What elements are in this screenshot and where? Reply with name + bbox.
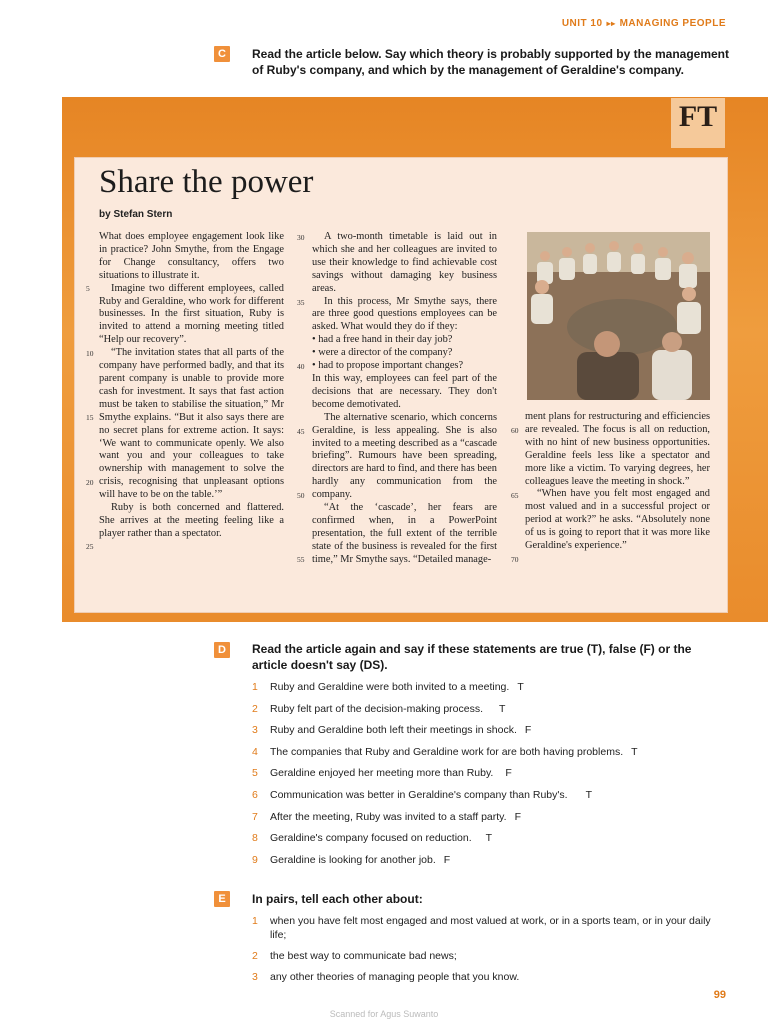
article-paragraph: • were a director of the company? (312, 347, 453, 359)
article-paragraph: Ruby is both concerned and flattered. She arrives at the meeting feeling like a player rather than a spectator. (99, 502, 284, 539)
article-column-2 (312, 231, 497, 567)
handwritten-answer: T (631, 745, 638, 758)
article-paragraph: In this process, Mr Smythe says, there are three good questions employees can be asked. What would they do if they: (312, 295, 497, 333)
handwritten-answer: F (443, 853, 451, 866)
line-number: 60 (511, 426, 519, 435)
statement-text: Ruby and Geraldine were both invited to a meeting. (270, 681, 510, 693)
scan-watermark: Scanned for Agus Suwanto (329, 1009, 439, 1019)
article-paragraph: In this way, employees can feel part of the decisions that are necessary. They don't become demotivated. (312, 372, 497, 410)
handwritten-answer: T (499, 702, 506, 715)
article-column-1 (99, 231, 284, 541)
line-number: 65 (511, 491, 519, 500)
article-column-3 (525, 411, 710, 553)
article-paragraph: ment plans for restructuring and efficiencies are revealed. The focus is all on reduction, with no hint of new business opportunities. Geraldine feels less like a spectator and more like a victim. To varying degrees, her colleagues leave the meeting in shock.” (525, 411, 710, 487)
discussion-text: any other theories of managing people that you know. (270, 971, 520, 983)
section-e-badge: E (214, 891, 230, 907)
handwritten-answer: T (585, 788, 592, 801)
double-arrow-icon: ▸▸ (606, 19, 616, 28)
page-number: 99 (713, 989, 726, 1001)
line-number: 55 (297, 555, 305, 564)
statement-text: After the meeting, Ruby was invited to a staff party. (270, 810, 507, 823)
article-paragraph: “At the ‘cascade’, her fears are confirmed when, in a PowerPoint presentation, the full extent of the terrible state of the business is revealed for the first time,” Mr Smythe says. “Detailed manage- (312, 502, 497, 565)
discussion-text: the best way to communicate bad news; (270, 950, 457, 962)
handwritten-answer: T (485, 832, 493, 845)
article-paragraph: “The invitation states that all parts of the company have performed badly, and that its parent company is unable to provide more cash for investment. It says that fast action must be taken to stabilise the situation,” Mr Smythe explains. “But it also says there are no secret plans for extreme action. It says: ‘We want to communicate openly. We also want you and your colleagues to take ownership with management to solve the crisis, recognising that unpleasant options will have to be on the table.’” (99, 347, 284, 501)
statement-text: Ruby felt part of the decision-making process. (270, 702, 484, 715)
ft-logo: FT (671, 98, 725, 148)
statement-text: Geraldine enjoyed her meeting more than Ruby. (270, 767, 494, 780)
line-number: 40 (297, 362, 305, 371)
article-card (74, 157, 728, 613)
section-e-instruction: In pairs, tell each other about: (252, 892, 423, 906)
handwritten-answer: T (517, 681, 524, 693)
line-number: 10 (86, 349, 94, 358)
meeting-photo-illustration (527, 232, 710, 400)
statement-text: Communication was better in Geraldine's company than Ruby's. (270, 788, 568, 801)
handwritten-answer: F (524, 724, 532, 737)
line-number: 5 (86, 284, 90, 293)
article-paragraph: • had to propose important changes? (312, 360, 464, 372)
article-paragraph: The alternative scenario, which concerns Geraldine, is less appealing. She is also invited to a meeting described as a “cascade briefing”. Rumours have been spreading, directors are hard to find, and there has been hardly any communication from the company. (312, 411, 497, 501)
section-c-instruction: Read the article below. Say which theory is probably supported by the management of Ruby's company, and which by the management of Geraldine's company. (252, 47, 729, 77)
handwritten-answer: F (505, 767, 512, 780)
article-paragraph: “When have you felt most engaged and most valued and in a successful project or period at work?” he asks. “Absolutely none of us is going to report that it was more like Geraldine's experience.” (525, 488, 710, 552)
list-item: 3 any other theories of managing people that you know. (252, 971, 520, 983)
line-number: 20 (86, 478, 94, 487)
line-number: 70 (511, 555, 519, 564)
discussion-list (252, 914, 722, 991)
statement-text: Ruby and Geraldine both left their meetings in shock. (270, 724, 517, 737)
article-paragraph: What does employee engagement look like in practice? John Smythe, from the Engage for Change consultancy, offers two situations to illustrate it. (99, 231, 284, 281)
section-d-instruction: Read the article again and say if these statements are true (T), false (F) or the article doesn't say (DS). (252, 642, 692, 672)
article-paragraph: A two-month timetable is laid out in which she and her colleagues are invited to use their knowledge to find achievable cost savings without damaging key business areas. (312, 231, 497, 294)
handwritten-answer: F (514, 810, 521, 823)
statement-text: Geraldine is looking for another job. (270, 853, 436, 866)
statement-text: Geraldine's company focused on reduction. (270, 832, 472, 845)
discussion-text: when you have felt most engaged and most valued at work, or in a sports team, or in your daily life; (270, 915, 711, 941)
section-d-badge: D (214, 642, 230, 658)
list-item: 1 when you have felt most engaged and most valued at work, or in a sports team, or in your daily life; (252, 915, 711, 941)
line-number: 15 (86, 413, 94, 422)
article-paragraph: Imagine two different employees, called Ruby and Geraldine, who work for different businesses. In the first situation, Ruby is invited to attend a morning meeting titled “Help our recovery”. (99, 282, 284, 346)
line-number: 25 (86, 542, 94, 551)
unit-label: UNIT 10 (561, 18, 603, 29)
unit-header (562, 18, 726, 29)
meeting-photo (527, 232, 710, 400)
list-item: 2 the best way to communicate bad news; (252, 950, 457, 962)
article-title: Share the power (99, 164, 314, 200)
article-paragraph: • had a free hand in their day job? (312, 334, 453, 346)
line-number: 35 (297, 298, 305, 307)
line-number: 45 (297, 427, 305, 436)
line-number: 50 (297, 491, 305, 500)
article-byline: by Stefan Stern (99, 209, 173, 220)
unit-topic: MANAGING PEOPLE (619, 18, 726, 29)
section-c-badge: C (214, 46, 230, 62)
line-number: 30 (297, 233, 305, 242)
statement-text: The companies that Ruby and Geraldine work for are both having problems. (270, 745, 624, 758)
